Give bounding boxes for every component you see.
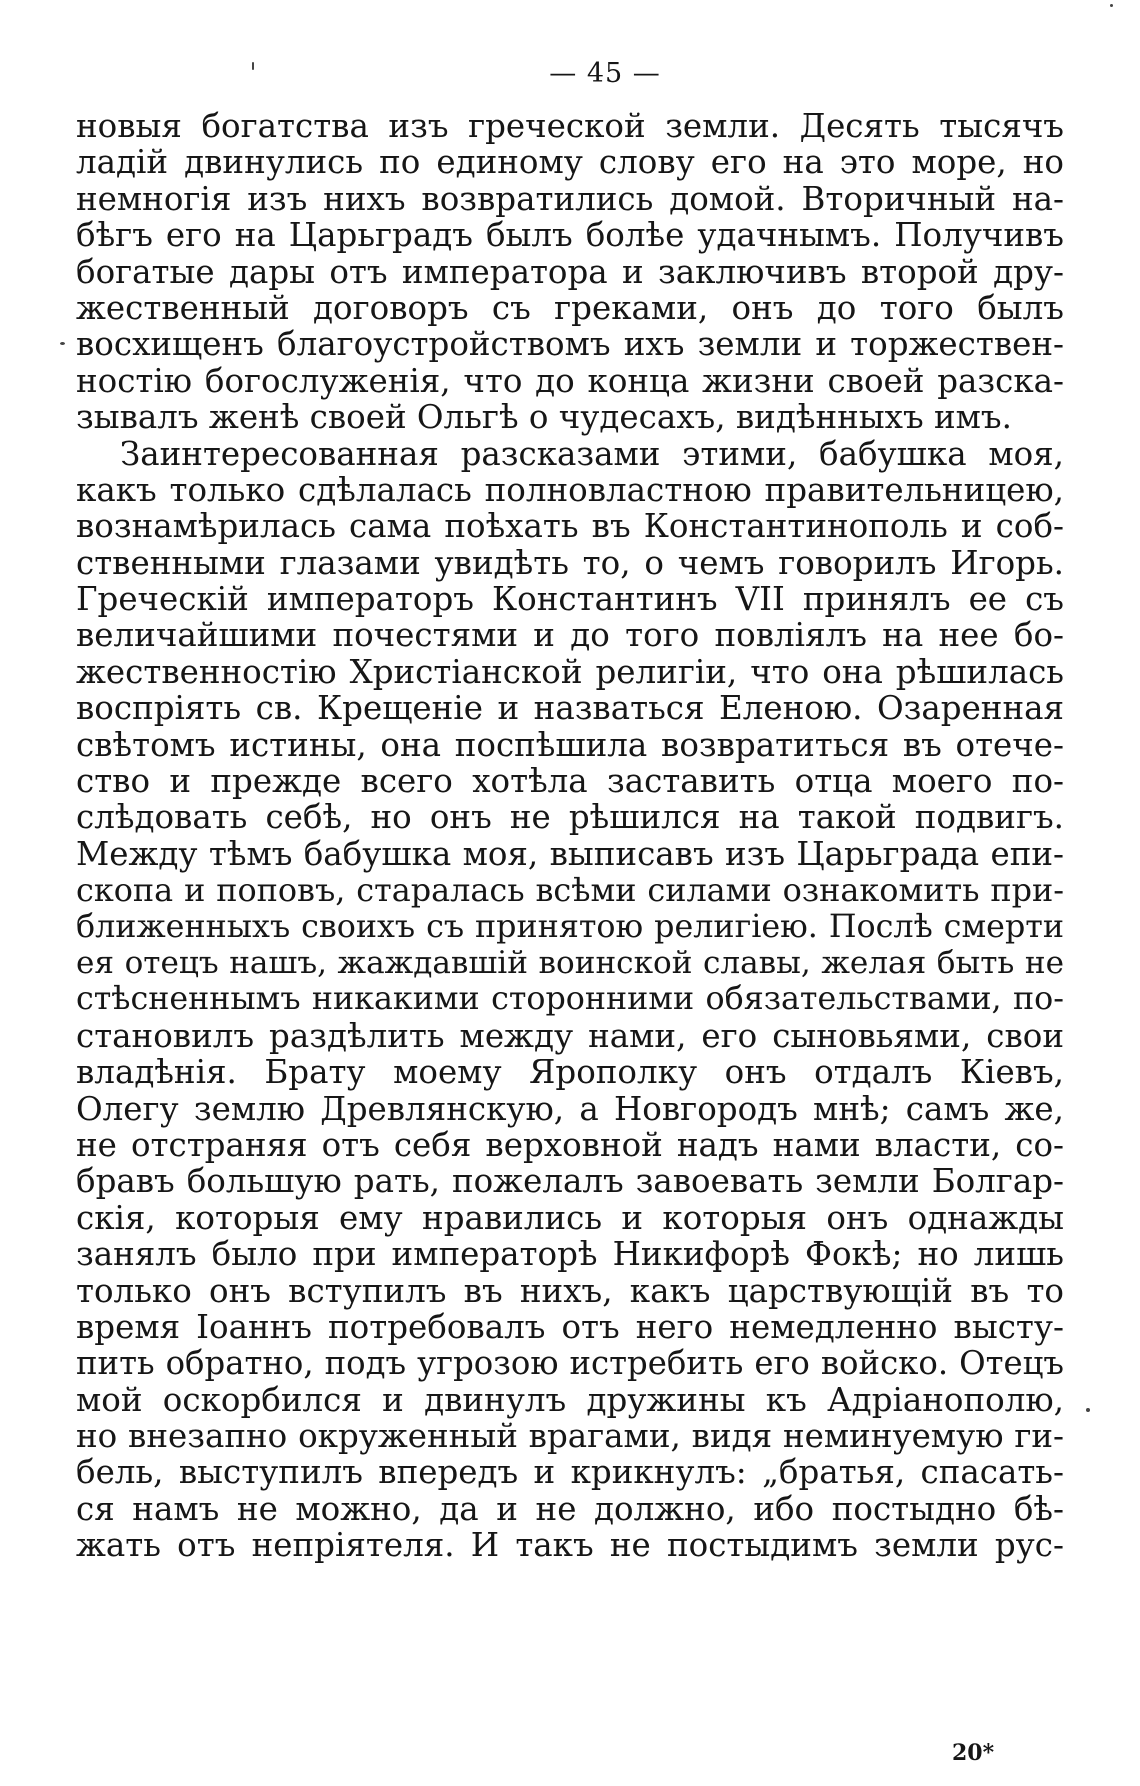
body-text bbox=[76, 108, 1064, 1564]
page-number: — 45 — bbox=[549, 58, 661, 89]
text-line: только онъ вступилъ въ нихъ, какъ царствующій въ то bbox=[76, 1271, 1064, 1310]
text-line: новыя богатства изъ греческой земли. Десять тысячъ bbox=[76, 107, 1064, 145]
print-speck bbox=[60, 342, 65, 345]
text-line: владѣнія. Брату моему Ярополку онъ отдалъ Кіевъ, bbox=[76, 1053, 1064, 1092]
print-speck bbox=[252, 62, 254, 70]
print-speck bbox=[1086, 1408, 1090, 1412]
text-line: но внезапно окруженный врагами, видя неминуемую ги- bbox=[76, 1417, 1064, 1456]
text-line: ностію богослуженія, что до конца жизни своей разска- bbox=[76, 361, 1064, 400]
text-line: ладій двинулись по единому слову его на это море, но bbox=[76, 143, 1064, 182]
text-line: воспріять св. Крещеніе и назваться Еленою. Озаренная bbox=[76, 689, 1064, 728]
text-line: вознамѣрилась сама поѣхать въ Константинополь и соб- bbox=[76, 507, 1064, 546]
text-line: ея отецъ нашъ, жаждавшій воинской славы, желая быть не bbox=[76, 944, 1064, 981]
text-line: жественный договоръ съ греками, онъ до того былъ bbox=[76, 288, 1064, 327]
text-line: пить обратно, подъ угрозою истребить его войско. Отецъ bbox=[76, 1344, 1064, 1383]
text-line: скія, которыя ему нравились и которыя онъ однажды bbox=[76, 1198, 1064, 1237]
text-line: мой оскорбился и двинулъ дружины къ Адріанополю, bbox=[76, 1380, 1064, 1419]
text-line: слѣдовать себѣ, но онъ не рѣшился на такой подвигъ. bbox=[76, 798, 1064, 837]
text-line: немногія изъ нихъ возвратились домой. Вторичный на- bbox=[76, 179, 1064, 218]
text-line: занялъ было при императорѣ Никифорѣ Фокѣ; но лишь bbox=[76, 1235, 1064, 1274]
text-line: Греческій императоръ Константинъ VII принялъ ее съ bbox=[76, 580, 1064, 619]
text-line: ся намъ не можно, да и не должно, ибо постыдно бѣ- bbox=[76, 1489, 1064, 1528]
text-line: какъ только сдѣлалась полновластною правительницею, bbox=[76, 470, 1064, 509]
print-speck bbox=[1110, 4, 1113, 7]
text-line: ближенныхъ своихъ съ принятою религіею. Послѣ смерти bbox=[76, 908, 1064, 945]
text-line: время Іоаннъ потребовалъ отъ него немедленно высту- bbox=[76, 1307, 1064, 1346]
text-line: бравъ большую рать, пожелалъ завоевать земли Болгар- bbox=[76, 1162, 1064, 1201]
text-line: восхищенъ благоустройствомъ ихъ земли и торжествен- bbox=[76, 325, 1064, 364]
signature-mark: 20* bbox=[952, 1740, 995, 1766]
text-line: становилъ раздѣлить между нами, его сыновьями, свои bbox=[76, 1016, 1064, 1055]
text-line: величайшими почестями и до того повліялъ на нее бо- bbox=[76, 616, 1064, 655]
text-line: жественностію Христіанской религіи, что она рѣшилась bbox=[76, 652, 1064, 691]
text-line: скопа и поповъ, старалась всѣми силами ознакомить при- bbox=[76, 871, 1064, 910]
text-line: богатые дары отъ императора и заключивъ второй дру- bbox=[76, 252, 1064, 291]
text-line: бѣгъ его на Царьградъ былъ болѣе удачнымъ. Получивъ bbox=[76, 216, 1064, 255]
text-line: Олегу землю Древлянскую, а Новгородъ мнѣ; самъ же, bbox=[76, 1089, 1064, 1128]
text-line: стѣсненнымъ никакими сторонними обязательствами, по- bbox=[76, 981, 1064, 1018]
text-line: зывалъ женѣ своей Ольгѣ о чудесахъ, видѣнныхъ имъ. bbox=[76, 398, 1012, 437]
text-line: Заинтересованная разсказами этими, бабушка моя, bbox=[120, 434, 1064, 473]
text-line: жать отъ непріятеля. И такъ не постыдимъ земли рус- bbox=[76, 1526, 1064, 1565]
text-line: Между тѣмъ бабушка моя, выписавъ изъ Царьграда епи- bbox=[76, 834, 1064, 873]
text-line: ство и прежде всего хотѣла заставить отца моего по- bbox=[76, 762, 1064, 801]
text-line: бель, выступилъ впередъ и крикнулъ: „братья, спасать- bbox=[76, 1453, 1064, 1492]
text-line: ственными глазами увидѣть то, о чемъ говорилъ Игорь. bbox=[76, 543, 1064, 582]
text-line: свѣтомъ истины, она поспѣшила возвратиться въ отече- bbox=[76, 725, 1064, 764]
text-line: не отстраняя отъ себя верховной надъ нами власти, со- bbox=[76, 1125, 1064, 1164]
